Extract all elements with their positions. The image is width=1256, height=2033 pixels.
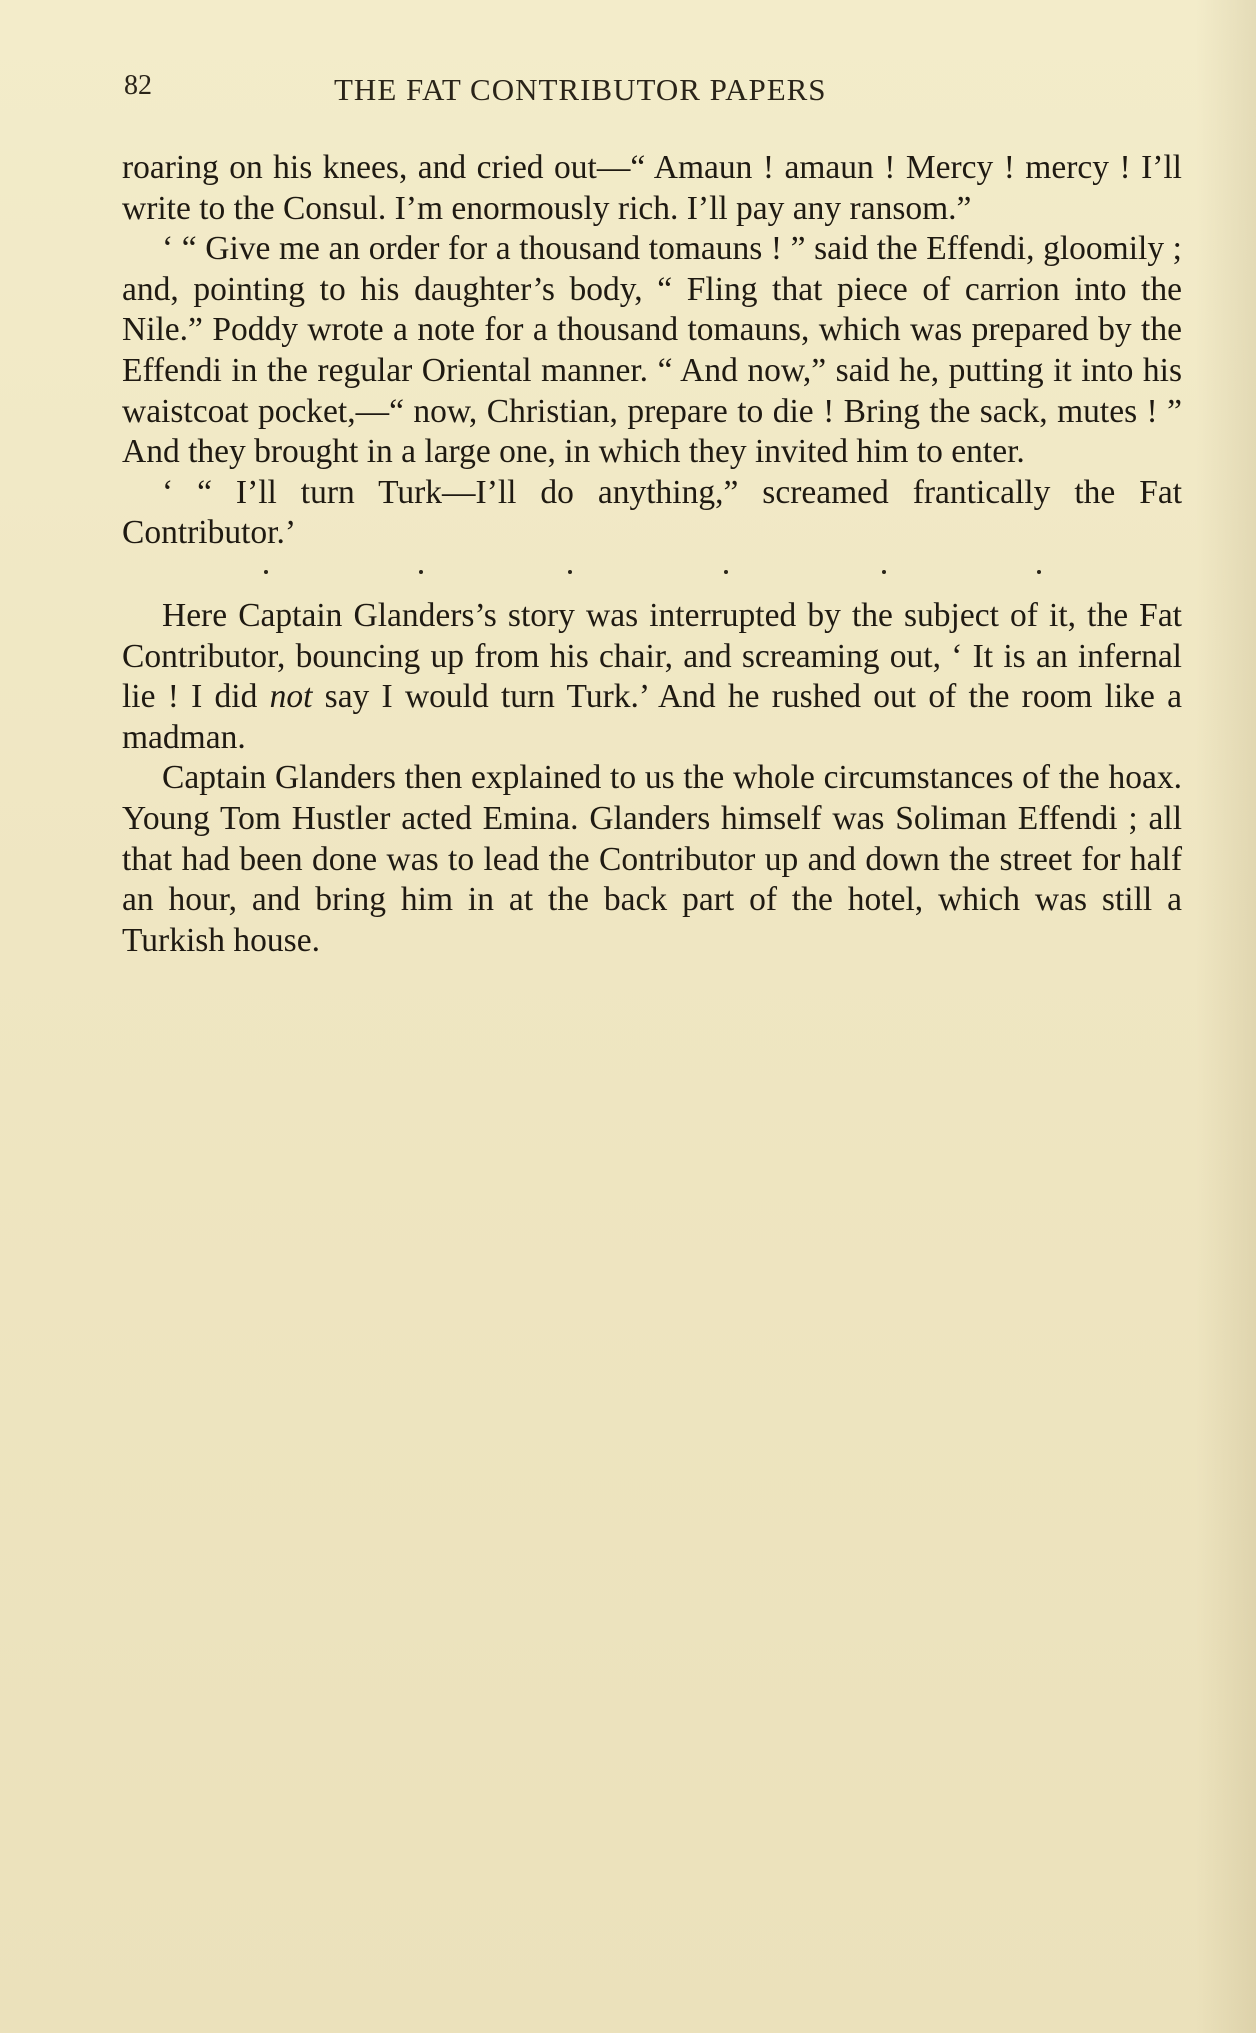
page-number: 82 xyxy=(124,70,152,101)
paragraph-text: say I would turn Turk.’ And he rushed out of the room like a madman. xyxy=(122,678,1182,756)
paragraph xyxy=(122,596,1182,758)
body-text xyxy=(122,148,1182,961)
emphasis: not xyxy=(269,678,313,716)
page-header xyxy=(124,66,1180,114)
break-dot xyxy=(1037,570,1041,574)
paragraph: roaring on his knees, and cried out—“ Amaun ! amaun ! Mercy ! mercy ! I’ll write to the Consul. I’m enormously rich. I’ll pay any ransom.” xyxy=(122,149,1182,227)
break-dot xyxy=(724,570,728,574)
page-edge-shadow xyxy=(1196,0,1256,2033)
break-dot xyxy=(419,570,423,574)
paragraph: ‘ “ Give me an order for a thousand tomauns ! ” said the Effendi, gloomily ; and, pointing to his daughter’s body, “ Fling that piece of carrion into the Nile.” Poddy wrote a note for a thousand tomauns, which was prepared by the Effendi in the regular Oriental manner. “ And now,” said he, putting it into his waistcoat pocket,—“ now, Christian, prepare to die ! Bring the sack, mutes ! ” And they brought in a large one, in which they invited him to enter. xyxy=(122,230,1182,471)
running-head: THE FAT CONTRIBUTOR PAPERS xyxy=(334,72,827,107)
break-dot xyxy=(264,570,268,574)
break-dot xyxy=(568,570,572,574)
break-dot xyxy=(882,570,886,574)
paragraph: ‘ “ I’ll turn Turk—I’ll do anything,” screamed frantically the Fat Contributor.’ xyxy=(122,473,1182,552)
section-break-dots xyxy=(122,556,1182,596)
paragraph-text: Here Captain Glanders’s story was interrupted by the subject of it, the Fat Contributor, bouncing up from his chair, and screaming out, ‘ It is an infernal lie ! I did xyxy=(122,596,1182,716)
paragraph: Captain Glanders then explained to us the whole circumstances of the hoax. Young Tom Hustler acted Emina. Glanders himself was Soliman Effendi ; all that had been done was to lead the Contributor up and down the street for half an hour, and bring him in at the back part of the hotel, which was still a Turkish house. xyxy=(122,759,1182,959)
